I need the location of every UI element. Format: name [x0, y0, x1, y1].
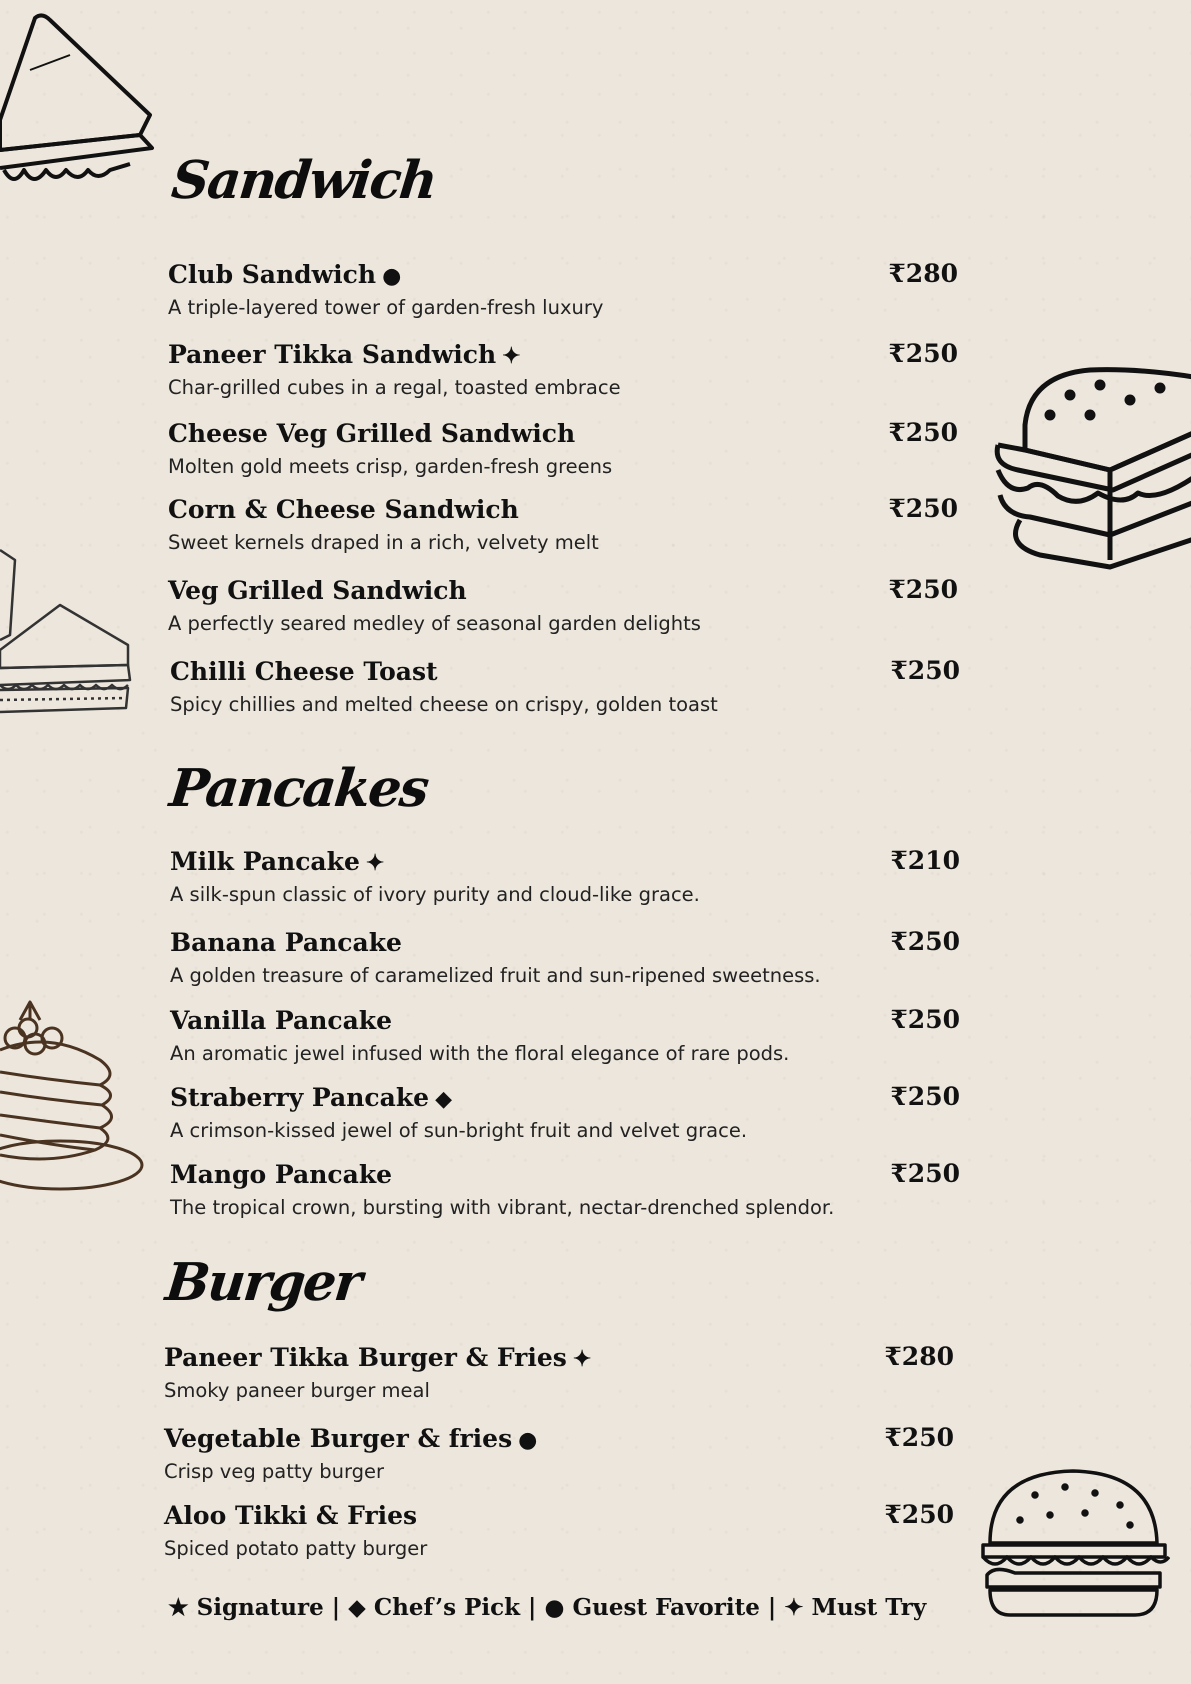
- menu-item-straberry-pancake: [170, 1082, 960, 1145]
- item-name: Paneer Tikka Sandwich ✦: [168, 340, 521, 369]
- burger-icon: [975, 1465, 1170, 1620]
- menu-item-vegetable-burger: [164, 1423, 954, 1486]
- item-description: An aromatic jewel infused with the floral elegance of rare pods.: [170, 1042, 790, 1065]
- item-name: Cheese Veg Grilled Sandwich: [168, 419, 576, 448]
- item-description: A crimson-kissed jewel of sun-bright fruit and velvet grace.: [170, 1119, 748, 1142]
- pancake-stack-icon: [0, 1000, 150, 1195]
- item-price: ₹250: [890, 1159, 960, 1188]
- menu-item-vanilla-pancake: [170, 1005, 960, 1068]
- menu-item-corn-cheese-sandwich: [168, 494, 958, 557]
- item-name: Vanilla Pancake: [170, 1006, 393, 1035]
- menu-item-paneer-tikka-sandwich: [168, 339, 958, 402]
- item-price: ₹250: [890, 656, 960, 685]
- item-price: ₹250: [888, 418, 958, 447]
- item-name: Chilli Cheese Toast: [170, 657, 438, 686]
- item-price: ₹250: [890, 1082, 960, 1111]
- item-price: ₹210: [890, 846, 960, 875]
- item-description: A triple-layered tower of garden-fresh luxury: [168, 296, 604, 319]
- item-description: Spiced potato patty burger: [164, 1537, 428, 1560]
- menu-item-veg-grilled-sandwich: [168, 575, 958, 638]
- item-name: Vegetable Burger & fries ●: [164, 1424, 538, 1453]
- guest-favorite-icon: ●: [518, 1427, 538, 1453]
- item-name: Milk Pancake ✦: [170, 847, 385, 876]
- item-name: Corn & Cheese Sandwich: [168, 495, 519, 524]
- item-description: Spicy chillies and melted cheese on crispy, golden toast: [170, 693, 718, 716]
- item-price: ₹250: [888, 494, 958, 523]
- guest-favorite-icon: ●: [382, 263, 402, 289]
- menu-item-chilli-cheese-toast: [170, 656, 960, 719]
- item-price: ₹250: [888, 575, 958, 604]
- item-price: ₹250: [884, 1500, 954, 1529]
- must-try-icon: ✦: [365, 850, 385, 876]
- item-price: ₹250: [890, 1005, 960, 1034]
- item-price: ₹280: [888, 259, 958, 288]
- item-price: ₹280: [884, 1342, 954, 1371]
- must-try-icon: ✦: [502, 343, 521, 369]
- item-price: ₹250: [890, 927, 960, 956]
- item-description: Char-grilled cubes in a regal, toasted embrace: [168, 376, 621, 399]
- item-description: Molten gold meets crisp, garden-fresh greens: [168, 455, 613, 478]
- item-description: Smoky paneer burger meal: [164, 1379, 430, 1402]
- must-try-icon: ✦: [572, 1346, 592, 1372]
- item-description: Sweet kernels draped in a rich, velvety melt: [168, 531, 599, 554]
- item-description: Crisp veg patty burger: [164, 1460, 385, 1483]
- legend: ★ Signature | ◆ Chef’s Pick | ● Guest Favorite | ✦ Must Try: [168, 1594, 927, 1621]
- item-name: Banana Pancake: [170, 928, 402, 957]
- item-name: Veg Grilled Sandwich: [168, 576, 467, 605]
- menu-item-banana-pancake: [170, 927, 960, 990]
- item-name: Club Sandwich ●: [168, 260, 402, 289]
- menu-item-milk-pancake: [170, 846, 960, 909]
- sandwich-stack-icon: [990, 360, 1191, 575]
- item-name: Straberry Pancake ◆: [170, 1083, 453, 1112]
- item-description: The tropical crown, bursting with vibrant, nectar-drenched splendor.: [170, 1196, 835, 1219]
- section-title-pancakes: Pancakes: [166, 758, 431, 819]
- item-price: ₹250: [884, 1423, 954, 1452]
- section-title-sandwich: Sandwich: [168, 150, 439, 211]
- menu-item-aloo-tikki: [164, 1500, 954, 1563]
- item-description: A golden treasure of caramelized fruit and sun-ripened sweetness.: [170, 964, 821, 987]
- item-name: Aloo Tikki & Fries: [164, 1501, 418, 1530]
- menu-item-club-sandwich: [168, 259, 958, 322]
- chefs-pick-icon: ◆: [435, 1086, 453, 1112]
- item-description: A perfectly seared medley of seasonal garden delights: [168, 612, 701, 635]
- item-name: Mango Pancake: [170, 1160, 393, 1189]
- menu-item-paneer-tikka-burger: [164, 1342, 954, 1405]
- item-name: Paneer Tikka Burger & Fries ✦: [164, 1343, 592, 1372]
- item-price: ₹250: [888, 339, 958, 368]
- menu-item-cheese-veg-grilled-sandwich: [168, 418, 958, 481]
- sandwich-triangle-icon: [0, 10, 165, 190]
- item-description: A silk-spun classic of ivory purity and cloud-like grace.: [170, 883, 700, 906]
- sandwich-wedges-icon: [0, 540, 140, 720]
- section-title-burger: Burger: [162, 1252, 364, 1313]
- menu-item-mango-pancake: [170, 1159, 960, 1222]
